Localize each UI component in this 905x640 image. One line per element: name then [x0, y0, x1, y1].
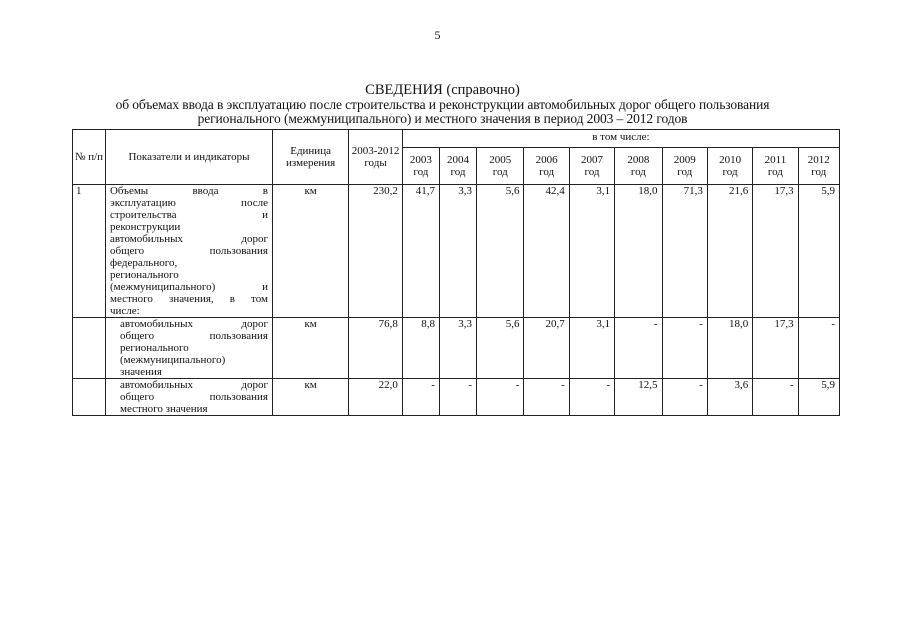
row-value-2004: 3,3 [439, 318, 476, 379]
row-value-2011: 17,3 [753, 185, 798, 318]
indicator-line: автомобильных дорог [119, 379, 268, 391]
row-value-2009: 71,3 [662, 185, 707, 318]
row-value-2010: 3,6 [707, 379, 752, 416]
indicator-line: автомобильных дорог [109, 233, 268, 245]
row-value-2003: - [402, 379, 439, 416]
header-year-value: 2011 [764, 153, 787, 166]
row-value-2008: 12,5 [615, 379, 662, 416]
header-year-value: 2005 [489, 153, 512, 166]
header-including: в том числе: [402, 130, 839, 148]
header-year-value: 2004 [446, 153, 469, 166]
row-unit: км [272, 379, 348, 416]
row-value-2006: - [524, 379, 569, 416]
table-row [73, 185, 840, 318]
row-value-2004: - [439, 379, 476, 416]
row-value-2003: 41,7 [402, 185, 439, 318]
document-subtitle-line-2: регионального (межмуниципального) и местного значения в период 2003 – 2012 годов [197, 111, 688, 126]
indicator-line: реконструкции [109, 221, 181, 233]
row-value-2005: - [477, 379, 524, 416]
row-value-2006: 20,7 [524, 318, 569, 379]
indicator-line: Объемы ввода в [109, 185, 268, 197]
row-unit: км [272, 185, 348, 318]
header-year-suffix: год [539, 165, 555, 178]
indicator-line: значения [119, 366, 162, 378]
header-year-2009 [662, 147, 707, 184]
page-number: 5 [434, 28, 441, 42]
header-year-suffix: год [413, 165, 429, 178]
header-unit: Единица измерения [272, 130, 348, 185]
row-value-2008: - [615, 318, 662, 379]
row-value-2005: 5,6 [477, 318, 524, 379]
indicator-line: регионального [119, 342, 189, 354]
row-number: 1 [73, 185, 106, 318]
indicator-line: строительства и [109, 209, 268, 221]
row-value-2012: 5,9 [798, 379, 839, 416]
header-total: 2003-2012 годы [349, 130, 403, 185]
header-year-value: 2003 [409, 153, 432, 166]
row-value-2006: 42,4 [524, 185, 569, 318]
row-value-2012: 5,9 [798, 185, 839, 318]
header-year-2008 [615, 147, 662, 184]
row-value-2007: - [569, 379, 614, 416]
header-year-suffix: год [722, 165, 738, 178]
row-total: 76,8 [349, 318, 403, 379]
row-indicator [105, 318, 272, 379]
row-value-2009: - [662, 318, 707, 379]
header-year-2010 [707, 147, 752, 184]
row-value-2004: 3,3 [439, 185, 476, 318]
header-year-value: 2009 [673, 153, 696, 166]
row-value-2010: 21,6 [707, 185, 752, 318]
header-year-2003 [402, 147, 439, 184]
header-year-2005 [477, 147, 524, 184]
table-row [73, 379, 840, 416]
header-year-suffix: год [492, 165, 508, 178]
header-year-suffix: год [677, 165, 693, 178]
header-indicator: Показатели и индикаторы [105, 130, 272, 185]
header-year-2007 [569, 147, 614, 184]
row-number [73, 318, 106, 379]
header-year-value: 2007 [580, 153, 603, 166]
table-row [73, 318, 840, 379]
row-unit: км [272, 318, 348, 379]
header-year-2006 [524, 147, 569, 184]
indicator-line: (межмуниципального) [119, 354, 226, 366]
indicator-line: местного значения, в том [109, 293, 268, 305]
indicator-line: федерального, [109, 257, 178, 269]
header-year-value: 2012 [807, 153, 830, 166]
row-value-2007: 3,1 [569, 318, 614, 379]
road-commissioning-table [72, 129, 840, 416]
indicator-line: общего пользования [119, 391, 268, 403]
document-subtitle-line-1: об объемах ввода в эксплуатацию после строительства и реконструкции автомобильных дорог общего пользования [115, 97, 770, 112]
header-year-value: 2010 [719, 153, 742, 166]
row-total: 230,2 [349, 185, 403, 318]
header-year-value: 2008 [627, 153, 650, 166]
header-year-suffix: год [811, 165, 827, 178]
header-year-suffix: год [767, 165, 783, 178]
indicator-line: числе: [109, 305, 140, 317]
row-value-2008: 18,0 [615, 185, 662, 318]
row-indicator [105, 379, 272, 416]
indicator-line: общего пользования [109, 245, 268, 257]
indicator-line: эксплуатацию после [109, 197, 268, 209]
header-year-2011 [753, 147, 798, 184]
indicator-line: регионального [109, 269, 179, 281]
row-value-2005: 5,6 [477, 185, 524, 318]
row-number [73, 379, 106, 416]
header-year-suffix: год [584, 165, 600, 178]
indicator-line: (межмуниципального) и [109, 281, 268, 293]
row-value-2007: 3,1 [569, 185, 614, 318]
document-title: СВЕДЕНИЯ (справочно) [365, 82, 520, 98]
row-value-2003: 8,8 [402, 318, 439, 379]
header-year-2004 [439, 147, 476, 184]
header-year-value: 2006 [535, 153, 558, 166]
row-value-2010: 18,0 [707, 318, 752, 379]
row-total: 22,0 [349, 379, 403, 416]
row-value-2012: - [798, 318, 839, 379]
indicator-line: местного значения [119, 403, 208, 415]
header-year-2012 [798, 147, 839, 184]
indicator-line: автомобильных дорог [119, 318, 268, 330]
row-indicator [105, 185, 272, 318]
row-value-2011: 17,3 [753, 318, 798, 379]
row-value-2011: - [753, 379, 798, 416]
indicator-line: общего пользования [119, 330, 268, 342]
header-year-suffix: год [630, 165, 646, 178]
header-year-suffix: год [450, 165, 466, 178]
row-value-2009: - [662, 379, 707, 416]
header-num: № п/п [73, 130, 106, 185]
